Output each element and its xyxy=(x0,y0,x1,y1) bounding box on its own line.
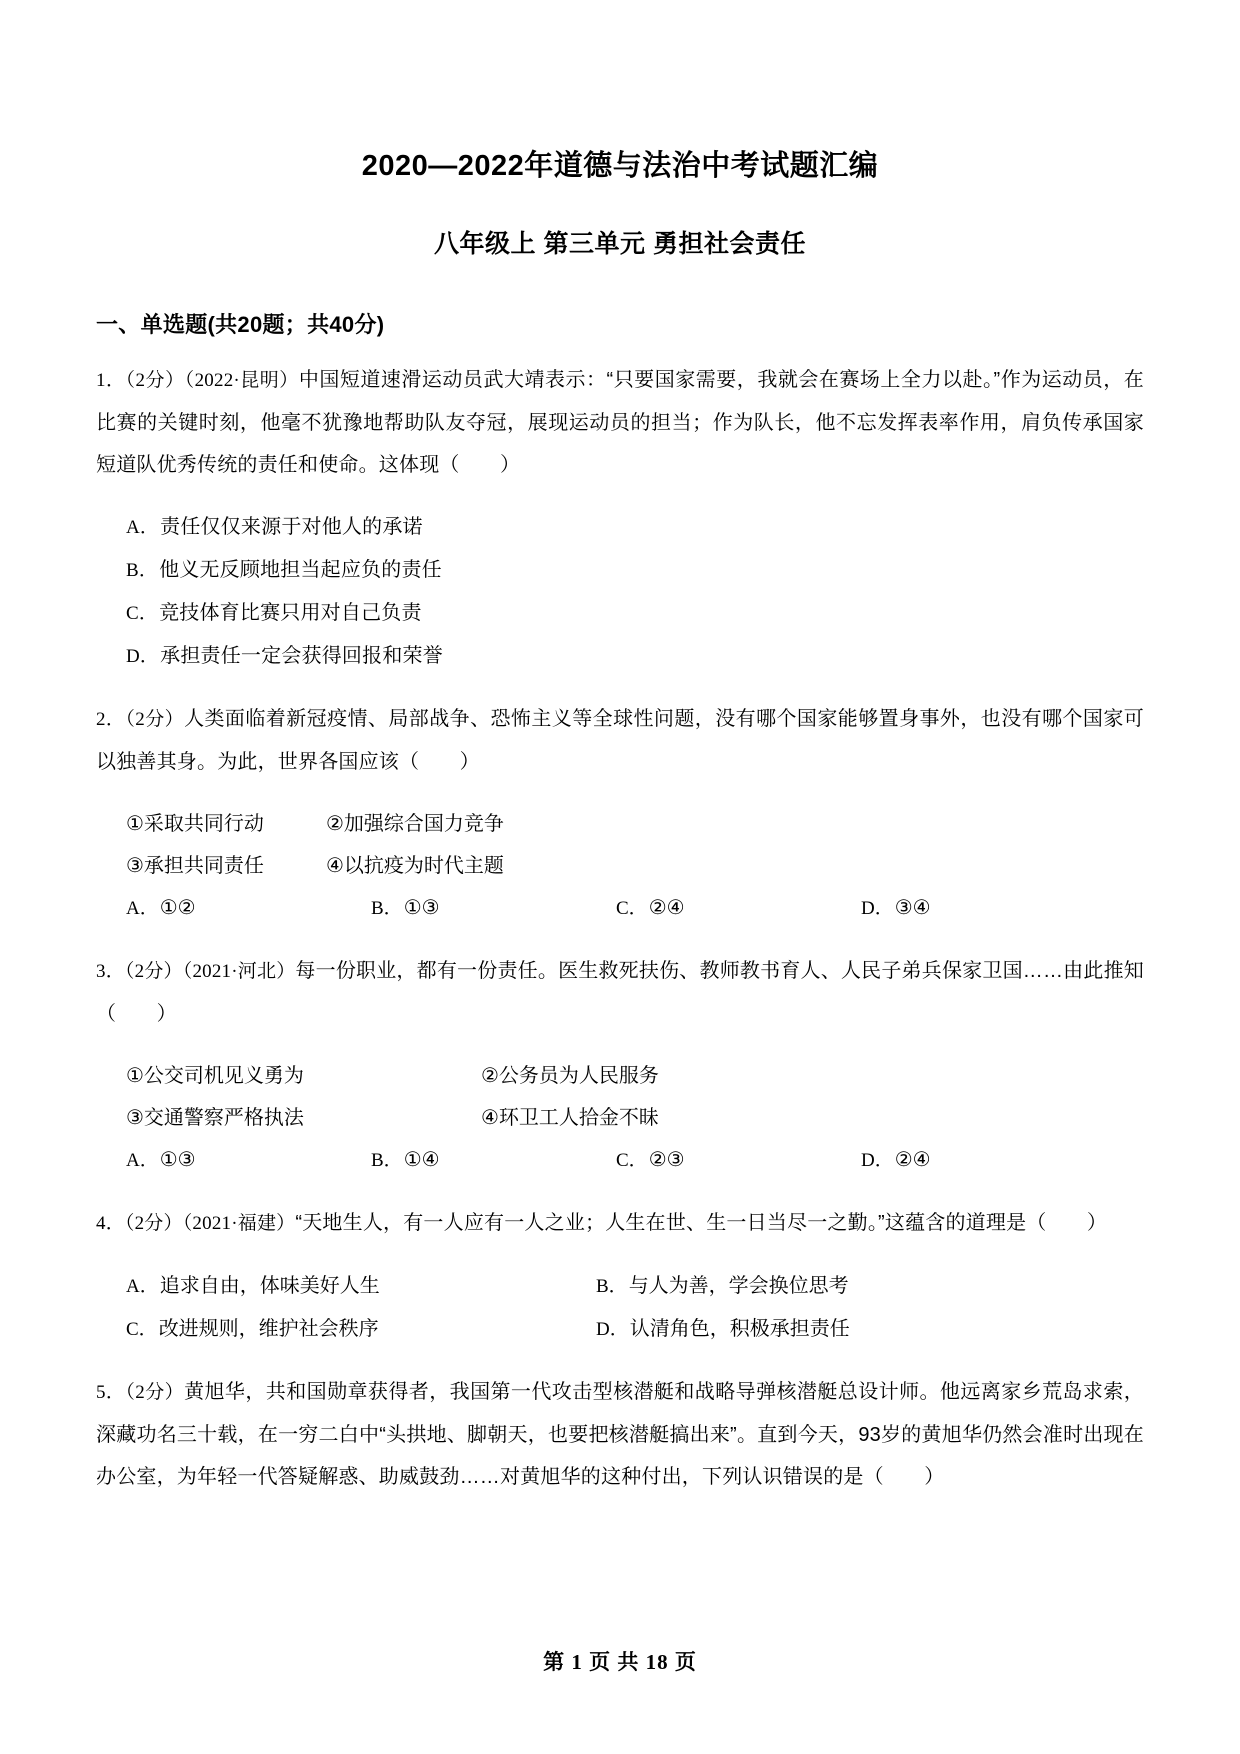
option-text: ③④ xyxy=(894,897,931,920)
option-text: ②④ xyxy=(894,1149,931,1172)
sub-item-row xyxy=(96,1055,1144,1097)
sub-item-1: ①公交司机见义勇为 xyxy=(126,1065,304,1088)
sub-item-4: ④环卫工人拾金不昧 xyxy=(481,1107,659,1130)
option-label: C． xyxy=(126,1319,158,1341)
option-c[interactable] xyxy=(96,592,1144,635)
option-label: D． xyxy=(861,898,894,920)
sub-item-2: ②加强综合国力竞争 xyxy=(326,813,504,836)
question-score: （2分） xyxy=(125,709,185,731)
option-c[interactable] xyxy=(616,887,861,930)
option-label: A． xyxy=(126,517,160,539)
question-1 xyxy=(96,359,1144,678)
option-a[interactable] xyxy=(96,506,1144,549)
option-c[interactable] xyxy=(126,1308,596,1351)
option-row xyxy=(96,887,1144,930)
page-subtitle: 八年级上 第三单元 勇担社会责任 xyxy=(434,229,806,258)
option-text: ①③ xyxy=(403,897,440,920)
question-4 xyxy=(96,1202,1144,1351)
question-number: 1． xyxy=(96,370,126,392)
sub-item-2: ②公务员为人民服务 xyxy=(481,1065,659,1088)
option-text: ①③ xyxy=(159,1149,196,1172)
option-text: ①② xyxy=(159,897,196,920)
question-text: 中国短道速滑运动员武大靖表示：“只要国家需要，我就会在赛场上全力以赴。”作为运动员，在比赛的关键时刻，他毫不犹豫地帮助队友夺冠，展现运动员的担当；作为队长，他不忘发挥表率作用，肩负传承国家短道队优秀传统的责任和使命。这体现（ ） xyxy=(96,369,1144,477)
option-label: B． xyxy=(126,560,159,582)
option-row xyxy=(96,1308,1144,1351)
sub-item-4: ④以抗疫为时代主题 xyxy=(326,855,504,878)
option-b[interactable] xyxy=(371,887,616,930)
option-text: ①④ xyxy=(403,1149,440,1172)
sub-item-3: ③承担共同责任 xyxy=(126,855,264,878)
option-label: C． xyxy=(616,1150,648,1172)
question-text: 人类面临着新冠疫情、局部战争、恐怖主义等全球性问题，没有哪个国家能够置身事外，也没有哪个国家可以独善其身。为此，世界各国应该（ ） xyxy=(96,708,1144,774)
option-a[interactable] xyxy=(126,887,371,930)
option-label: A． xyxy=(126,898,159,920)
option-label: D． xyxy=(861,1150,894,1172)
question-5 xyxy=(96,1371,1144,1498)
question-number: 3． xyxy=(96,961,125,983)
section-heading: 一、单选题(共20题；共40分) xyxy=(96,312,385,338)
option-c[interactable] xyxy=(616,1139,861,1182)
question-score: （2分） xyxy=(125,1382,185,1404)
sub-item-row xyxy=(96,803,1144,845)
option-d[interactable] xyxy=(861,887,1106,930)
question-number: 4． xyxy=(96,1213,125,1235)
sub-item-3: ③交通警察严格执法 xyxy=(126,1107,304,1130)
question-3 xyxy=(96,950,1144,1182)
option-text: 认清角色，积极承担责任 xyxy=(629,1318,850,1341)
option-text: 承担责任一定会获得回报和荣誉 xyxy=(160,645,443,668)
question-source: （2021·河北） xyxy=(182,961,296,983)
option-d[interactable] xyxy=(596,1308,1066,1351)
option-label: C． xyxy=(616,898,648,920)
option-label: B． xyxy=(371,898,403,920)
question-source: （2021·福建） xyxy=(182,1213,296,1235)
question-number: 2． xyxy=(96,709,126,731)
option-row xyxy=(96,1139,1144,1182)
question-stem xyxy=(96,950,1144,1035)
option-d[interactable] xyxy=(96,635,1144,678)
option-b[interactable] xyxy=(596,1265,1066,1308)
option-b[interactable] xyxy=(96,549,1144,592)
option-d[interactable] xyxy=(861,1139,1106,1182)
option-row xyxy=(96,1265,1144,1308)
question-score: （2分） xyxy=(124,1213,183,1235)
option-text: 追求自由，体味美好人生 xyxy=(159,1275,380,1298)
option-label: A． xyxy=(126,1276,159,1298)
question-stem xyxy=(96,1202,1144,1245)
option-text: 与人为善，学会换位思考 xyxy=(628,1275,849,1298)
question-source: （2022·昆明） xyxy=(184,370,299,392)
option-label: B． xyxy=(596,1276,628,1298)
option-text: ②③ xyxy=(648,1149,685,1172)
page-content xyxy=(96,0,1144,1518)
question-2 xyxy=(96,698,1144,930)
option-text: 竞技体育比赛只用对自己负责 xyxy=(159,602,422,625)
question-stem xyxy=(96,359,1144,486)
question-text: 黄旭华，共和国勋章获得者，我国第一代攻击型核潜艇和战略导弹核潜艇总设计师。他远离家乡荒岛求索，深藏功名三十载，在一穷二白中“头拱地、脚朝天，也要把核潜艇搞出来”。直到今天，93岁的黄旭华仍然会准时出现在办公室，为年轻一代答疑解惑、助威鼓劲……对黄旭华的这种付出，下列认识错误的是（ ） xyxy=(96,1381,1144,1489)
page-footer: 第 1 页 共 18 页 xyxy=(543,1650,697,1674)
option-label: C． xyxy=(126,603,159,625)
question-text: 每一份职业，都有一份责任。医生救死扶伤、教师教书育人、人民子弟兵保家卫国……由此推知（ ） xyxy=(96,960,1144,1026)
question-text: “天地生人，有一人应有一人之业；人生在世、生一日当尽一之勤。”这蕴含的道理是（ ） xyxy=(295,1212,1108,1235)
option-label: D． xyxy=(126,646,160,668)
option-label: A． xyxy=(126,1150,159,1172)
sub-item-1: ①采取共同行动 xyxy=(126,813,264,836)
option-a[interactable] xyxy=(126,1265,596,1308)
option-text: 改进规则，维护社会秩序 xyxy=(158,1318,379,1341)
question-score: （2分） xyxy=(124,961,183,983)
question-score: （2分） xyxy=(125,370,185,392)
sub-item-row xyxy=(96,1097,1144,1139)
option-a[interactable] xyxy=(126,1139,371,1182)
page-title: 2020—2022年道德与法治中考试题汇编 xyxy=(361,150,879,182)
sub-item-row xyxy=(96,845,1144,887)
option-text: 责任仅仅来源于对他人的承诺 xyxy=(160,516,423,539)
option-text: 他义无反顾地担当起应负的责任 xyxy=(159,559,442,582)
question-number: 5． xyxy=(96,1382,126,1404)
option-b[interactable] xyxy=(371,1139,616,1182)
question-stem xyxy=(96,1371,1144,1498)
option-list xyxy=(96,506,1144,678)
option-label: B． xyxy=(371,1150,403,1172)
option-label: D． xyxy=(596,1319,629,1341)
option-text: ②④ xyxy=(648,897,685,920)
question-stem xyxy=(96,698,1144,783)
